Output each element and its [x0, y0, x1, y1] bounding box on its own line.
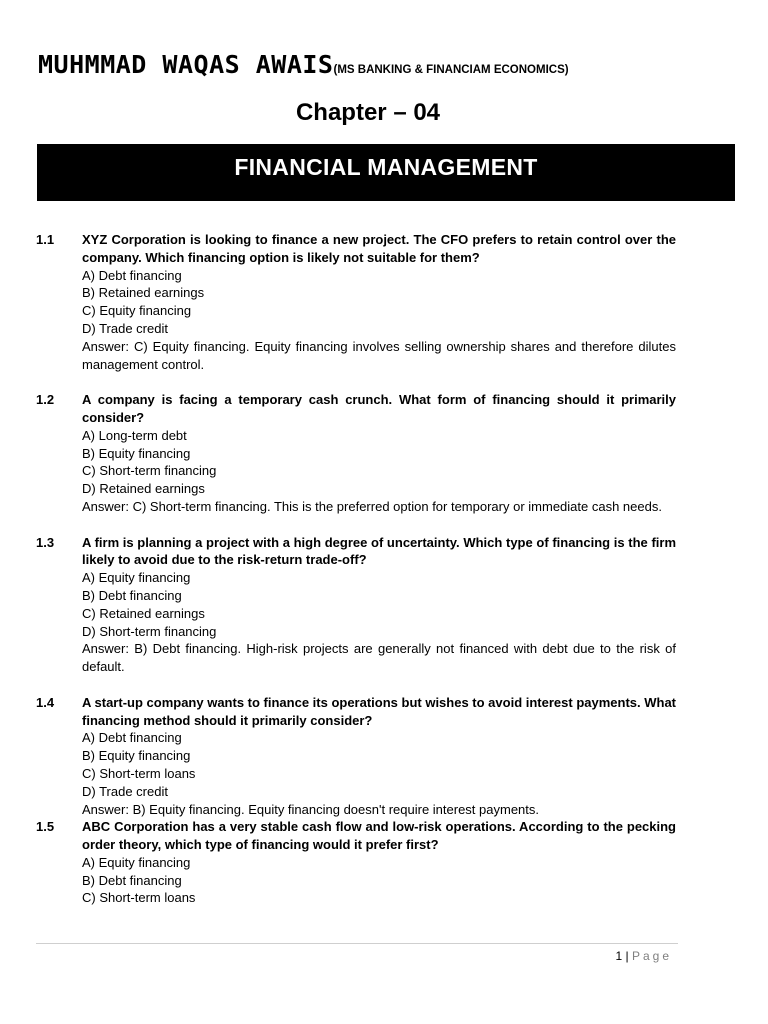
page-number: 1 — [615, 949, 623, 963]
footer-divider — [36, 943, 678, 944]
question-body — [82, 694, 676, 819]
answer-text: Answer: C) Short-term financing. This is the preferred option for temporary or immediate cash needs. — [82, 498, 662, 514]
option-a: A) Long-term debt — [82, 427, 187, 443]
option-a: A) Debt financing — [82, 730, 182, 746]
question-item — [36, 231, 676, 373]
banner-title: FINANCIAL MANAGEMENT — [234, 154, 538, 180]
question-text: A firm is planning a project with a high degree of uncertainty. Which type of financing is the firm likely to avoid due to the risk-return trade-off? — [82, 534, 676, 568]
question-text: A start-up company wants to finance its operations but wishes to avoid interest payments. What financing method should it primarily consider? — [82, 694, 677, 728]
option-d: D) Trade credit — [82, 320, 168, 336]
author-name: MUHMMAD WAQAS AWAIS — [38, 50, 334, 79]
question-text: XYZ Corporation is looking to finance a new project. The CFO prefers to retain control over the company. Which financing option is likely not suitable for them? — [82, 232, 676, 265]
section-banner — [37, 144, 735, 201]
question-number: 1.3 — [36, 534, 55, 550]
option-c: C) Equity financing — [82, 303, 192, 319]
page-footer — [615, 949, 672, 963]
question-body — [82, 391, 676, 516]
author-subtitle: (MS BANKING & FINANCIAM ECONOMICS) — [333, 64, 569, 76]
option-b: B) Debt financing — [82, 872, 182, 888]
question-item — [36, 391, 676, 516]
option-b: B) Equity financing — [82, 445, 191, 461]
option-b: B) Equity financing — [82, 748, 191, 764]
option-c: C) Short-term loans — [82, 890, 196, 906]
question-body — [82, 818, 676, 907]
option-c: C) Short-term financing — [82, 463, 217, 479]
answer-text: Answer: B) Equity financing. Equity financing doesn't require interest payments. — [82, 801, 539, 817]
question-number: 1.5 — [36, 819, 55, 835]
question-item — [36, 818, 676, 907]
page-label: Page — [631, 949, 672, 963]
answer-text: Answer: B) Debt financing. High-risk projects are generally not financed with debt due to the risk of default. — [82, 641, 676, 675]
option-a: A) Debt financing — [82, 267, 182, 283]
answer-text: Answer: C) Equity financing. Equity financing involves selling ownership shares and therefore dilutes management control. — [82, 338, 676, 372]
question-item — [36, 694, 676, 819]
page-separator: | — [625, 949, 629, 963]
option-b: B) Debt financing — [82, 587, 182, 603]
question-item — [36, 534, 676, 676]
question-body — [82, 534, 676, 676]
question-list — [36, 231, 676, 907]
option-b: B) Retained earnings — [82, 285, 205, 301]
question-body — [82, 231, 676, 373]
option-d: D) Short-term financing — [82, 623, 217, 639]
option-c: C) Short-term loans — [82, 765, 196, 781]
question-text: A company is facing a temporary cash crunch. What form of financing should it primarily consider? — [82, 392, 676, 425]
question-text: ABC Corporation has a very stable cash flow and low-risk operations. According to the pecking order theory, which type of financing would it prefer first? — [82, 819, 676, 853]
option-a: A) Equity financing — [82, 570, 191, 586]
option-a: A) Equity financing — [82, 854, 191, 870]
option-d: D) Trade credit — [82, 783, 168, 799]
question-number: 1.2 — [36, 392, 55, 408]
question-number: 1.1 — [36, 232, 55, 247]
question-number: 1.4 — [36, 694, 55, 710]
chapter-title: Chapter – 04 — [295, 99, 441, 126]
option-d: D) Retained earnings — [82, 481, 205, 497]
option-c: C) Retained earnings — [82, 605, 205, 621]
author-header — [38, 50, 569, 79]
